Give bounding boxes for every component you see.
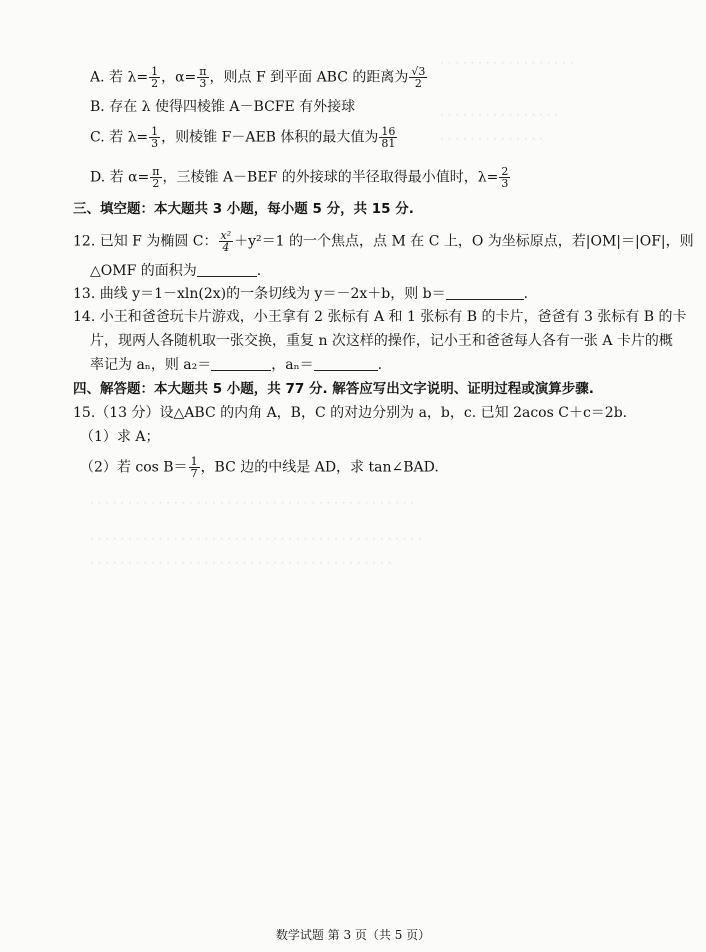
q12-line2-text: △OMF 的面积为 bbox=[90, 263, 197, 279]
fraction-numerator: π bbox=[199, 65, 207, 78]
fraction-numerator: 1 bbox=[190, 455, 198, 468]
q14-a2-blank[interactable] bbox=[211, 356, 271, 371]
question-13 bbox=[73, 285, 528, 303]
question-12 bbox=[73, 230, 694, 253]
fraction-denominator: 3 bbox=[501, 177, 509, 190]
q13-answer-blank[interactable] bbox=[446, 285, 524, 300]
option-a bbox=[90, 66, 428, 89]
option-a-text: ，则点 F 到平面 ABC 的距离为 bbox=[209, 69, 409, 86]
fraction-denominator: 2 bbox=[414, 77, 422, 90]
q13-end: . bbox=[523, 286, 529, 302]
q14-line3-mid: ，aₙ＝ bbox=[271, 357, 314, 373]
q12-ellipse-fraction bbox=[219, 230, 234, 253]
option-d-answer-fraction bbox=[499, 166, 510, 189]
fraction-numerator: x² bbox=[220, 229, 232, 242]
fraction-denominator: 4 bbox=[222, 241, 230, 254]
question-15-part-2 bbox=[80, 456, 439, 479]
option-a-alpha-label: ，α= bbox=[161, 69, 197, 86]
fraction-denominator: 3 bbox=[151, 137, 159, 150]
page-footer: 数学试题 第 3 页（共 5 页） bbox=[275, 928, 431, 942]
fraction-denominator: 2 bbox=[152, 177, 160, 190]
bleed-through-text: · · · · · · · · · · · · · · · · · · · · · · · · · · · · · · · · · · · · · · · · bbox=[90, 556, 392, 570]
bleed-through-text: · · · · · · · · · · · · · · bbox=[440, 132, 543, 146]
q15-cosb-fraction bbox=[189, 456, 200, 479]
q14-line3-end: . bbox=[377, 357, 383, 373]
q12-answer-blank[interactable] bbox=[197, 262, 257, 277]
fraction-denominator: 81 bbox=[381, 137, 396, 150]
fraction-numerator: √3 bbox=[411, 65, 426, 78]
question-14-line-3 bbox=[90, 356, 382, 374]
bleed-through-text: · · · · · · · · · · · · · · · · · · · · · · · · · · · · · · · · · · · · · · · · · · · bbox=[90, 496, 415, 510]
fraction-denominator: 7 bbox=[190, 467, 198, 480]
question-15-part-1: （1）求 A； bbox=[80, 429, 160, 445]
option-b: B. 存在 λ 使得四棱锥 A－BCFE 有外接球 bbox=[90, 99, 356, 115]
fraction-denominator: 2 bbox=[151, 77, 159, 90]
option-c-lambda-fraction bbox=[149, 126, 160, 149]
option-d-lead: D. 若 α= bbox=[90, 169, 150, 186]
option-c bbox=[90, 126, 398, 149]
fraction-numerator: 1 bbox=[151, 125, 159, 138]
option-a-lambda-fraction bbox=[149, 66, 160, 89]
bleed-through-text: · · · · · · · · · · · · · · · · · · bbox=[440, 56, 574, 70]
option-c-text: ，则棱锥 F－AEB 体积的最大值为 bbox=[161, 129, 379, 146]
question-15: 15.（13 分）设△ABC 的内角 A，B，C 的对边分别为 a，b，c. 已知 2acos C＋c＝2b. bbox=[73, 405, 628, 421]
q15-part2-lead: （2）若 cos B＝ bbox=[80, 459, 188, 476]
option-d-alpha-fraction bbox=[150, 166, 161, 189]
q13-text: 13. 曲线 y＝1－xln(2x)的一条切线为 y＝－2x＋b，则 b＝ bbox=[73, 286, 446, 302]
fraction-numerator: 1 bbox=[151, 65, 159, 78]
q14-an-blank[interactable] bbox=[314, 356, 378, 371]
question-14-line-1: 14. 小王和爸爸玩卡片游戏，小王拿有 2 张标有 A 和 1 张标有 B 的卡片，爸爸有 3 张标有 B 的卡 bbox=[73, 309, 687, 325]
section-3-header: 三、填空题：本大题共 3 小题，每小题 5 分，共 15 分. bbox=[73, 201, 414, 217]
option-a-lead: A. 若 λ= bbox=[90, 69, 149, 86]
bleed-through-text: · · · · · · · · · · · · · · · · · · · · · · · · · · · · · · · · · · · · · · · · · · · · bbox=[90, 532, 422, 546]
fraction-denominator: 3 bbox=[199, 77, 207, 90]
q12-line2-end: . bbox=[256, 263, 262, 279]
fraction-numerator: π bbox=[152, 165, 160, 178]
q12-text: ＋y²＝1 的一个焦点，点 M 在 C 上，O 为坐标原点，若|OM|＝|OF|，则 bbox=[234, 233, 694, 250]
question-12-line-2 bbox=[90, 262, 261, 280]
option-a-alpha-fraction bbox=[197, 66, 208, 89]
question-14-line-2: 片，现两人各随机取一张交换，重复 n 次这样的操作，记小王和爸爸每人各有一张 A 卡片的概 bbox=[90, 333, 673, 349]
bleed-through-text: · · · · · · · · · · · · · · · · bbox=[440, 108, 559, 122]
section-4-header: 四、解答题：本大题共 5 小题，共 77 分. 解答应写出文字说明、证明过程或演算步骤. bbox=[73, 381, 594, 397]
fraction-numerator: 16 bbox=[381, 125, 396, 138]
option-c-lead: C. 若 λ= bbox=[90, 129, 149, 146]
option-d bbox=[90, 166, 511, 189]
q15-part2-text: ，BC 边的中线是 AD，求 tan∠BAD. bbox=[200, 459, 439, 476]
option-d-text: ，三棱锥 A－BEF 的外接球的半径取得最小值时，λ= bbox=[162, 169, 499, 186]
fraction-numerator: 2 bbox=[501, 165, 509, 178]
q12-lead: 12. 已知 F 为椭圆 C： bbox=[73, 233, 218, 250]
q14-line3-lead: 率记为 aₙ，则 a₂＝ bbox=[90, 357, 212, 373]
option-a-answer-fraction bbox=[409, 66, 427, 89]
option-c-answer-fraction bbox=[379, 126, 397, 149]
